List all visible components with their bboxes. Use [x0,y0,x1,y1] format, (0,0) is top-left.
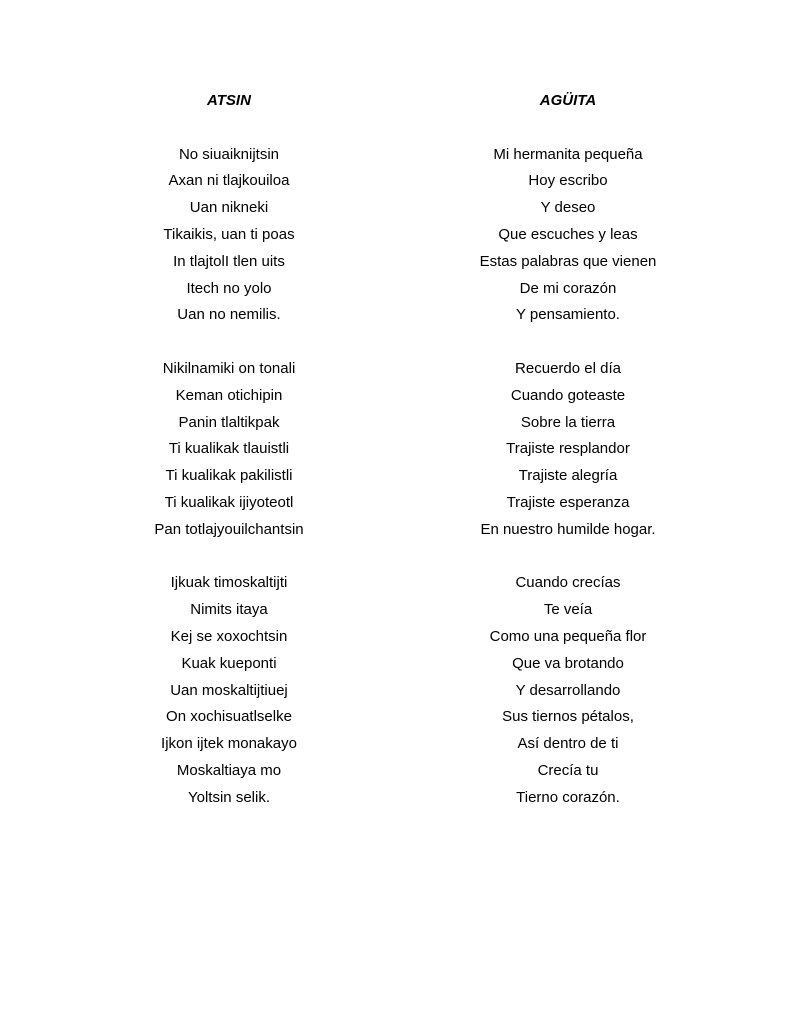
stanza-break [418,544,718,571]
poem-line: Kej se xoxochtsin [170,627,288,645]
poem-line: Cuando goteaste [510,386,626,404]
poem-line: Hoy escribo [528,172,608,190]
poem-line: Keman otichipin [175,386,283,404]
poem-line: Mi hermanita pequeña [493,145,643,163]
poem-line: No siuaiknijtsin [178,145,280,163]
poem-line: Así dentro de ti [517,735,619,753]
poem-line: Itech no yolo [186,279,272,297]
poem-line: Sobre la tierra [520,413,616,431]
poem-line: Axan ni tlajkouiloa [168,172,290,190]
poem-line: Que escuches y leas [498,225,638,243]
poem-line: Nimits itaya [190,601,268,619]
spacer [79,115,379,142]
poem-line: Moskaltiaya mo [176,761,282,779]
poem-line: Yoltsin selik. [188,788,270,806]
poem-line: Que va brotando [512,654,624,672]
poem-line: Pan totlajyouilchantsin [154,520,304,538]
stanza-break [79,544,379,571]
poem-line: En nuestro humilde hogar. [480,520,656,538]
poem-line: Recuerdo el día [515,359,621,377]
stanza-break [79,329,379,356]
poem-line: Trajiste alegría [518,467,618,485]
poem-line: De mi corazón [519,279,617,297]
poem-line: Estas palabras que vienen [479,252,657,270]
poem-line: Ijkuak timoskaltijti [170,574,288,592]
poem-line: Sus tiernos pétalos, [502,708,634,726]
poem-line: Y deseo [540,199,596,217]
poem-line: Crecía tu [537,761,599,779]
poem-line: Trajiste resplandor [506,440,630,458]
poem-line: Como una pequeña flor [489,627,647,645]
nahuatl-poem-title: ATSIN [207,92,251,109]
poem-line: Panin tlaltikpak [178,413,280,431]
poem-line: Uan moskaltijtiuej [170,681,288,699]
poem-line: On xochisuatlselke [166,708,292,726]
poem-line: Nikilnamiki on tonali [162,359,296,377]
poem-line: Ti kualikak ijiyoteotl [164,493,294,511]
poem-line: Ti kualikak tlauistli [168,440,290,458]
poem-line: Kuak kueponti [181,654,277,672]
poem-line: Ti kualikak pakilistli [165,467,293,485]
poem-line: Cuando crecías [515,574,621,592]
spanish-poem-column [418,88,718,812]
stanza-break [418,329,718,356]
poem-line: Te veía [543,601,593,619]
spanish-poem-title: AGÜITA [539,92,597,109]
spacer [418,115,718,142]
poem-line: Trajiste esperanza [506,493,630,511]
poem-line: Ijkon ijtek monakayo [161,735,297,753]
poem-line: Tierno corazón. [516,788,620,806]
poem-line: Y desarrollando [515,681,621,699]
poem-line: Y pensamiento. [516,306,620,324]
poem-line: Tikaikis, uan ti poas [163,225,295,243]
poem-line: Uan no nemilis. [177,306,281,324]
nahuatl-poem-column [79,88,379,812]
poem-line: In tlajtolI tlen uits [173,252,285,270]
poem-line: Uan nikneki [189,199,269,217]
